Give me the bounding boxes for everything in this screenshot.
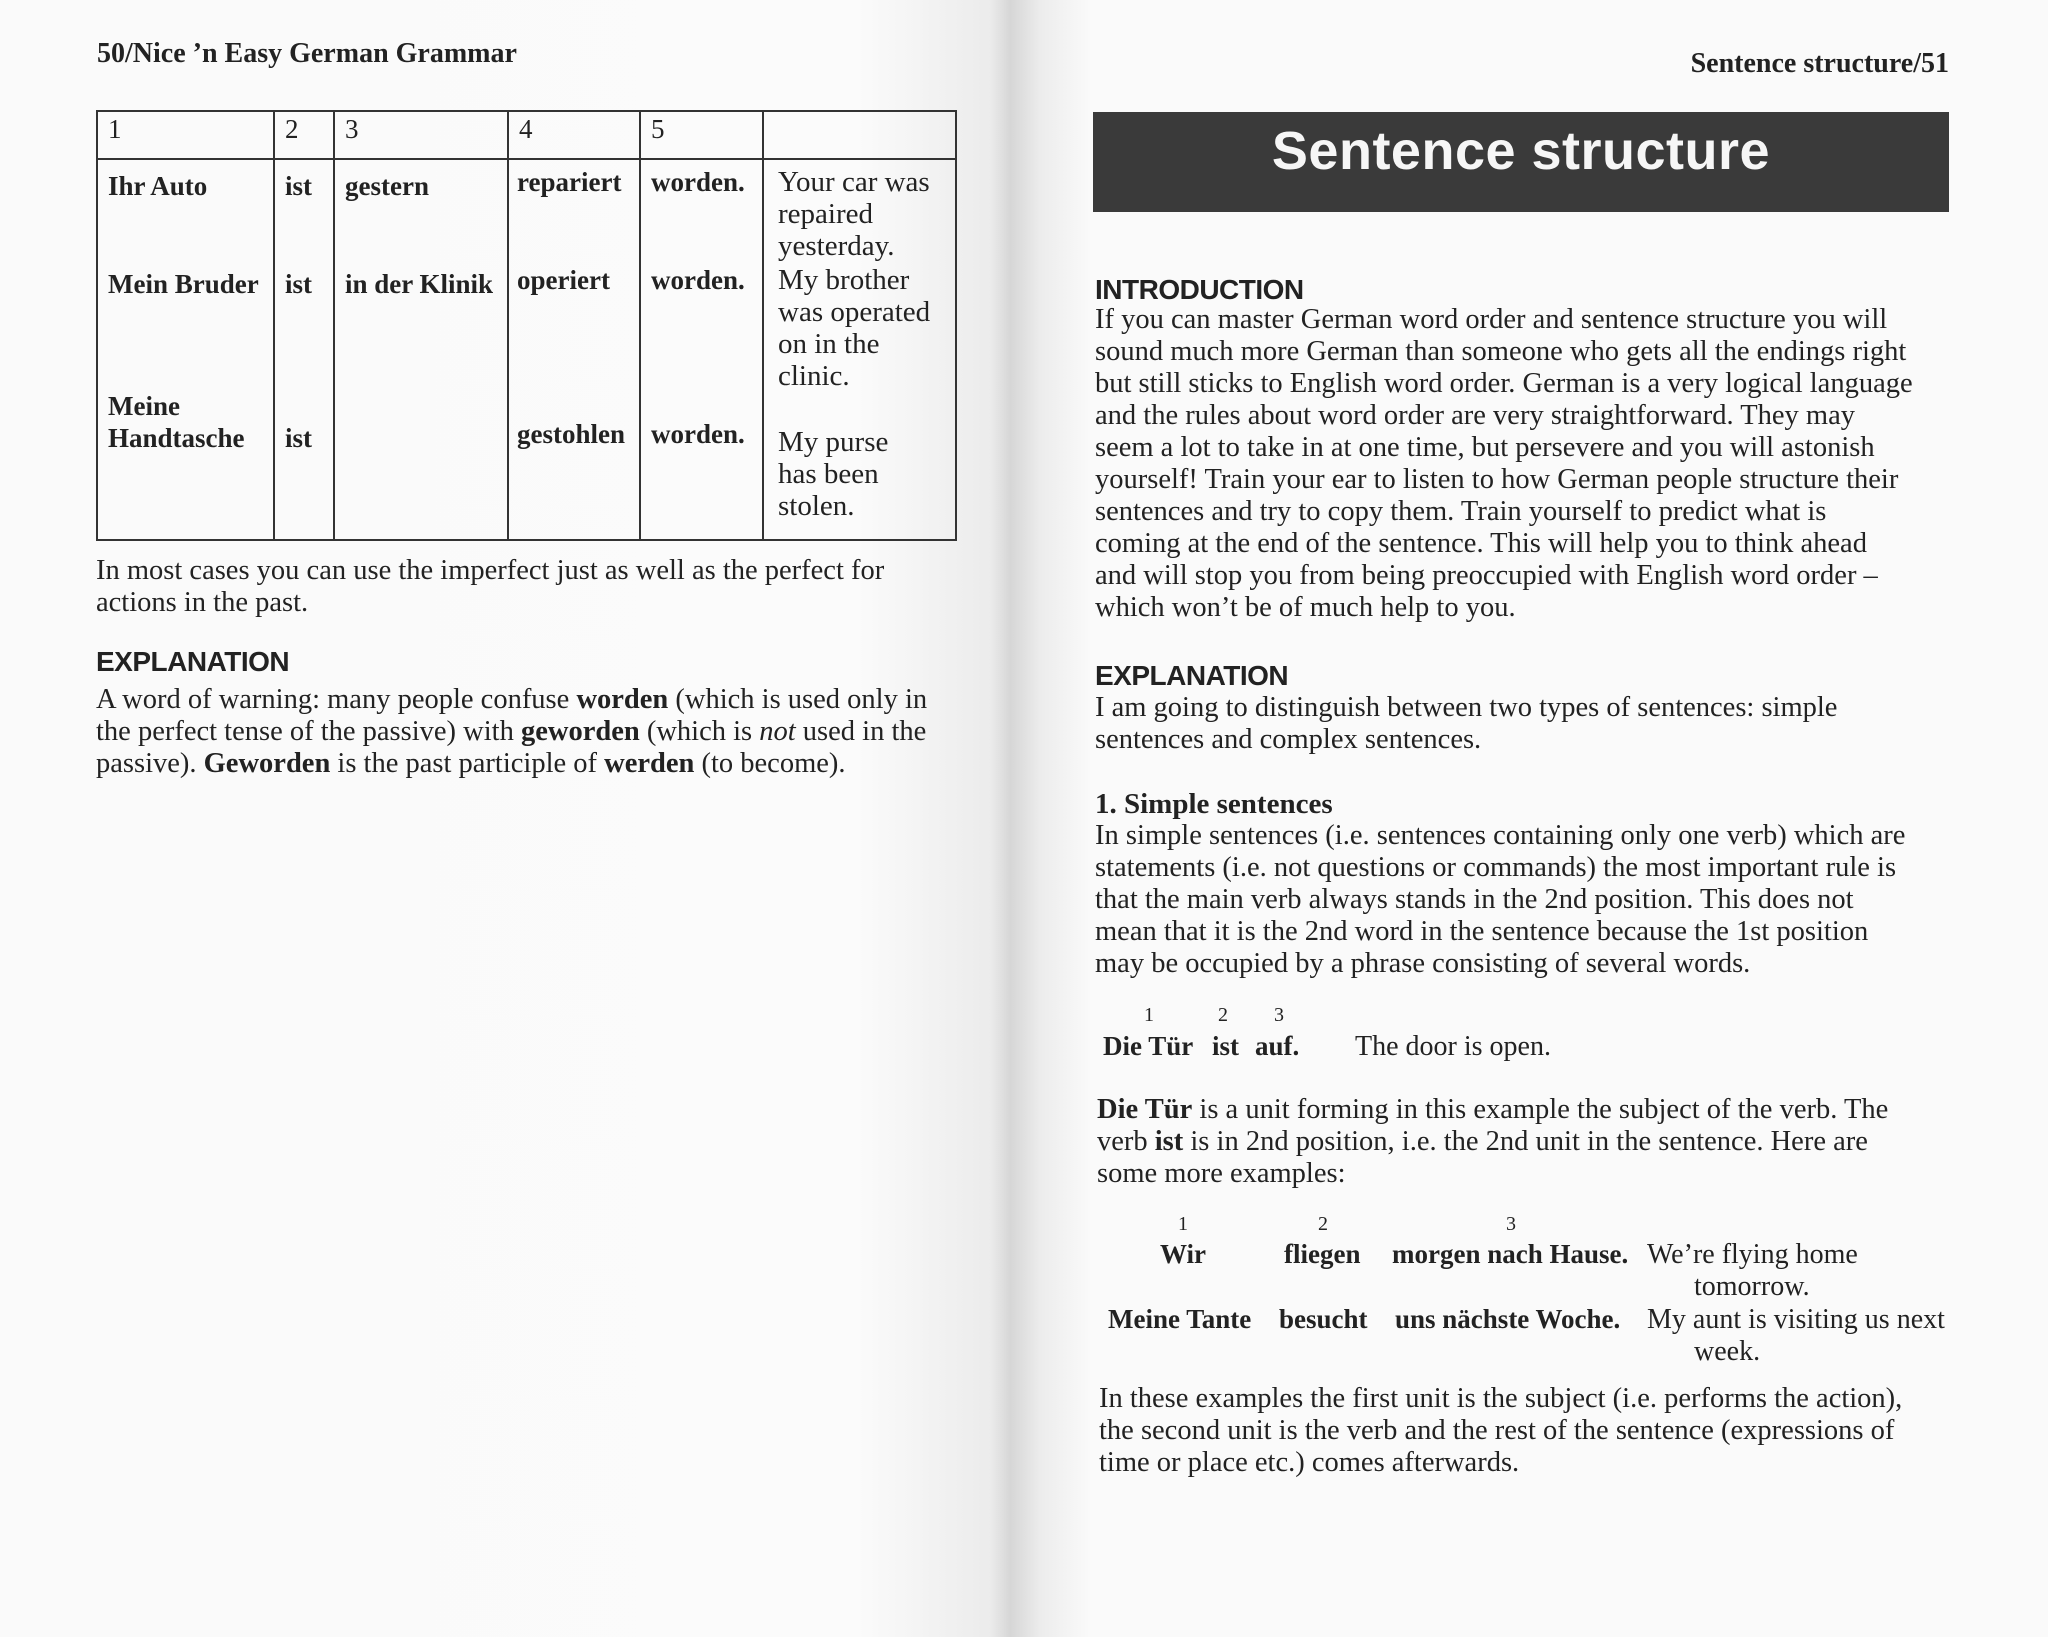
table-cell: Ihr Auto <box>108 171 208 201</box>
example-german-unit: morgen nach Hause. <box>1392 1239 1629 1269</box>
example-german-unit: besucht <box>1279 1304 1368 1334</box>
table-cell: repariert <box>517 167 622 197</box>
example-english: We’re flying home <box>1647 1239 1858 1270</box>
after-table-paragraph: In most cases you can use the imperfect just as well as the perfect for actions in the past. <box>96 555 885 618</box>
example-english: The door is open. <box>1355 1031 1551 1062</box>
table-col-5 <box>640 159 763 540</box>
passive-tense-table <box>96 110 957 541</box>
table-cell: operiert <box>517 265 610 295</box>
table-header-cell: 4 <box>508 111 640 159</box>
example-position-number: 2 <box>1318 1213 1328 1235</box>
table-header-cell: 1 <box>97 111 274 159</box>
explanation-paragraph-left: A word of warning: many people confuse worden (which is used only in the perfect tense of the passive) with geworden (which is not used in the passive). Geworden is the past participle of werden (to become). <box>96 684 928 779</box>
example-german-unit: Die Tür <box>1103 1031 1194 1061</box>
chapter-title-banner: Sentence structure <box>1093 112 1949 212</box>
table-cell: worden. <box>651 419 745 449</box>
after-example-paragraph: Die Tür is a unit forming in this example the subject of the verb. The verb ist is in 2nd position, i.e. the 2nd unit in the sentence. Here are some more examples: <box>1097 1094 1889 1189</box>
left-page <box>0 0 1010 1637</box>
english-translation: Your car was repaired yesterday. <box>778 166 930 262</box>
example-german-unit: auf. <box>1255 1031 1300 1061</box>
example-english: tomorrow. <box>1694 1271 1810 1302</box>
simple-sentences-paragraph: In simple sentences (i.e. sentences containing only one verb) which are statements (i.e. not questions or commands) the most important rule is that the main verb always stands in the 2nd position. This does not mean that it is the 2nd word in the sentence because the 1st position may be occupied by a phrase consisting of several words. <box>1095 820 1906 979</box>
example-german-unit: ist <box>1212 1031 1239 1061</box>
running-head-right: Sentence structure/51 <box>1690 48 1949 79</box>
explanation-paragraph-right: I am going to distinguish between two types of sentences: simple sentences and complex sentences. <box>1095 692 1838 755</box>
example-position-number: 2 <box>1218 1004 1228 1026</box>
table-col-3 <box>334 159 508 540</box>
table-cell: ist <box>285 423 312 453</box>
table-cell: gestern <box>345 171 429 201</box>
table-cell: ist <box>285 171 312 201</box>
table-cell: Meine <box>108 391 180 421</box>
table-cell: in der Klinik <box>345 269 494 299</box>
introduction-paragraph: If you can master German word order and sentence structure you will sound much more German than someone who gets all the endings right but still sticks to English word order. German is a very logical language and the rules about word order are very straightforward. They may seem a lot to take in at one time, but persevere and you will astonish yourself! Train your ear to listen to how German people structure their sentences and try to copy them. Train yourself to predict what is coming at the end of the sentence. This will help you to think ahead and will stop you from being preoccupied with English word order – which won’t be of much help to you. <box>1095 304 1913 623</box>
introduction-heading: INTRODUCTION <box>1095 274 1304 305</box>
example-position-number: 1 <box>1178 1213 1188 1235</box>
example-english: week. <box>1694 1336 1761 1367</box>
example-position-number: 3 <box>1506 1213 1516 1235</box>
english-translation: My purse has been stolen. <box>778 426 889 522</box>
table-cell: Mein Bruder <box>108 269 259 299</box>
explanation-heading-right: EXPLANATION <box>1095 660 1289 691</box>
example-german-unit: fliegen <box>1284 1239 1361 1269</box>
table-body-row <box>97 159 956 540</box>
table-header-cell: 2 <box>274 111 334 159</box>
table-col-english <box>763 159 956 540</box>
example-position-number: 1 <box>1144 1004 1154 1026</box>
example-english: My aunt is visiting us next <box>1647 1304 1945 1335</box>
table-cell: worden. <box>651 167 745 197</box>
table-col-2 <box>274 159 334 540</box>
table-header-row <box>97 111 956 159</box>
table-header-cell: 5 <box>640 111 763 159</box>
table-cell: ist <box>285 269 312 299</box>
english-translation: My brother was operated on in the clinic. <box>778 264 931 392</box>
section-heading-simple-sentences: 1. Simple sentences <box>1095 788 1333 820</box>
table-cell: Handtasche <box>108 423 245 453</box>
example-german-unit: Meine Tante <box>1108 1304 1252 1334</box>
running-head-left: 50/Nice ’n Easy German Grammar <box>97 38 517 69</box>
table-header-cell: 3 <box>334 111 508 159</box>
table-col-4 <box>508 159 640 540</box>
example-position-number: 3 <box>1274 1004 1284 1026</box>
table-header-cell <box>763 111 956 159</box>
table-col-1 <box>97 159 274 540</box>
closing-paragraph: In these examples the first unit is the subject (i.e. performs the action), the second unit is the verb and the rest of the sentence (expressions of time or place etc.) comes afterwards. <box>1099 1383 1903 1478</box>
explanation-heading-left: EXPLANATION <box>96 646 290 677</box>
example-german-unit: uns nächste Woche. <box>1395 1304 1621 1334</box>
table-cell: gestohlen <box>517 419 625 449</box>
table-cell: worden. <box>651 265 745 295</box>
example-german-unit: Wir <box>1160 1239 1206 1269</box>
